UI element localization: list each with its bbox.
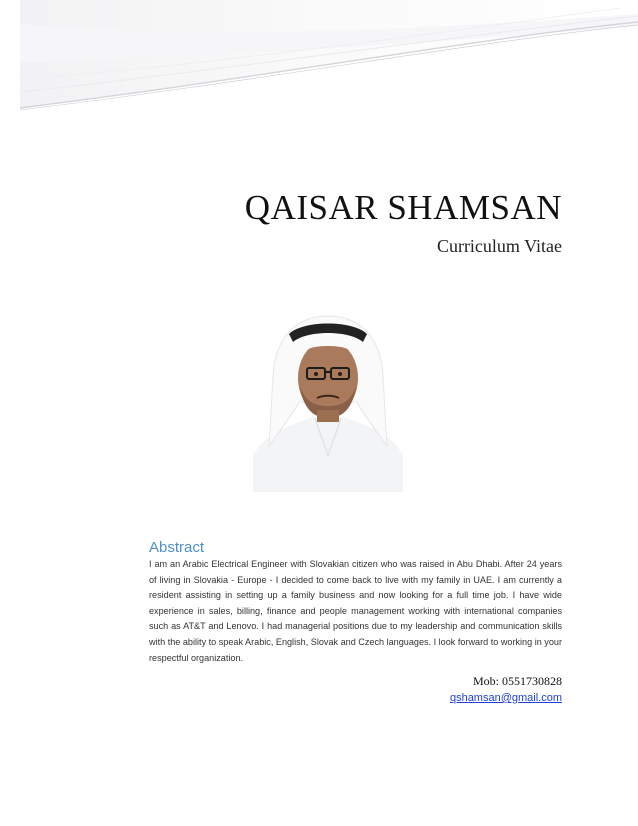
portrait-photo-icon (253, 306, 403, 492)
abstract-heading: Abstract (149, 539, 205, 556)
email-link[interactable]: qshamsan@gmail.com (449, 692, 562, 704)
document-subtitle: Curriculum Vitae (436, 236, 562, 256)
decorative-header-banner (0, 0, 638, 125)
abstract-paragraph: I am an Arabic Electrical Engineer with Slovakian citizen who was raised in Abu Dhabi. After 24 years of living in Slovakia - Europe - I decided to come back to live with my family in UAE. I am currently a resident assisting in setting up a family business and now looking for a full time job. I have wide experience in sales, billing, finance and people management working with international companies such as AT&T and Lenovo. I had managerial positions due to my leadership and communication skills with the ability to speak Arabic, English, Slovak and Czech languages. I look forward to working in your respectful organization. (149, 559, 562, 663)
profile-photo (253, 306, 403, 492)
contact-block (450, 673, 562, 706)
mobile-number: Mob: 0551730828 (472, 674, 562, 688)
candidate-name: QAISAR SHAMSAN (244, 188, 562, 227)
